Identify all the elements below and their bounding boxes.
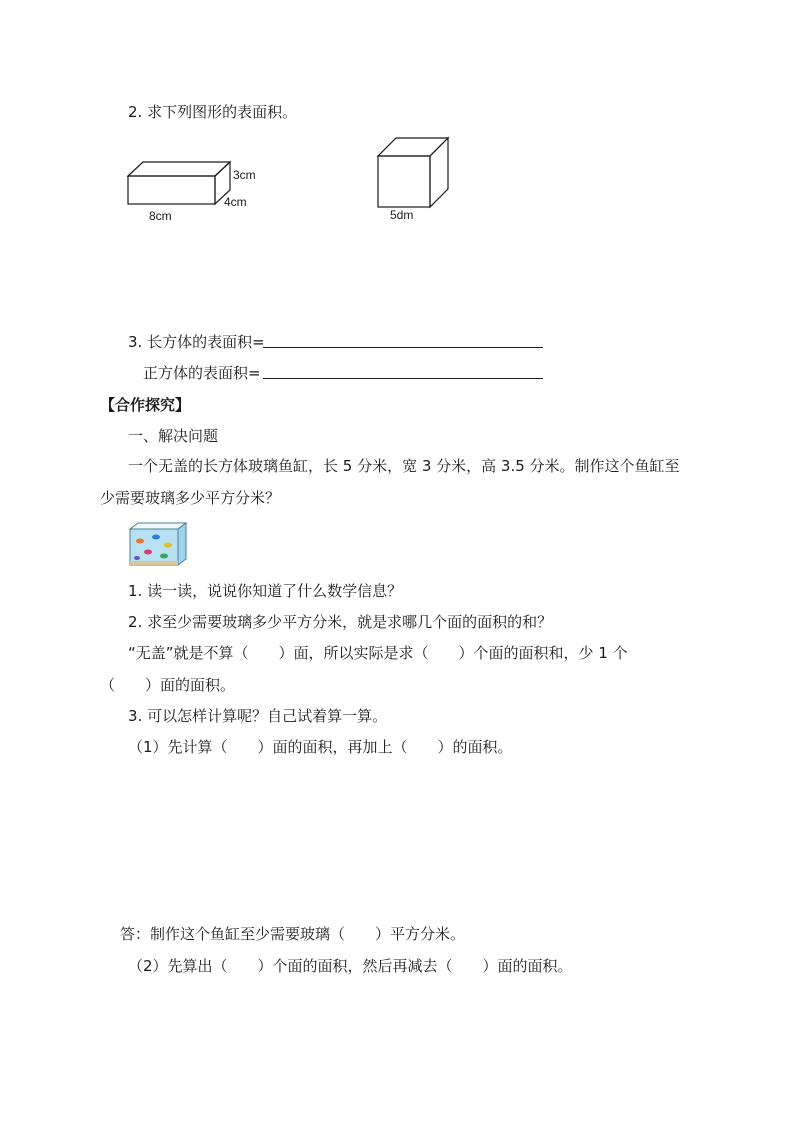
step-2: 2. 求至少需要玻璃多少平方分米，就是求哪几个面的面积的和？: [128, 613, 553, 631]
cuboid-length-label: 8cm: [149, 209, 172, 223]
cuboid-area-label: 3. 长方体的表面积=: [128, 333, 265, 351]
section-heading: 【合作探究】: [100, 396, 191, 414]
cuboid-figure: [126, 160, 236, 210]
cube-edge-label: 5dm: [390, 208, 414, 222]
step-2-fill-line1: “无盖”就是不算（ ）面，所以实际是求（ ）个面的面积和，少 1 个: [128, 644, 628, 662]
cuboid-width-label: 4cm: [224, 195, 247, 209]
step-1: 1. 读一读，说说你知道了什么数学信息？: [128, 582, 403, 600]
part1-heading: 一、解决问题: [128, 427, 219, 445]
cuboid-area-answer-line[interactable]: [263, 347, 543, 348]
step-3-method-1: （1）先计算（ ）面的面积，再加上（ ）的面积。: [128, 738, 513, 756]
problem-text-line2: 少需要玻璃多少平方分米？: [100, 489, 281, 507]
cuboid-height-label: 3cm: [233, 168, 256, 182]
cube-area-label: 正方体的表面积=: [143, 364, 261, 382]
cube-area-answer-line[interactable]: [263, 378, 543, 379]
fish-tank-illustration: [128, 521, 190, 567]
question-2-title: 2. 求下列图形的表面积。: [128, 103, 298, 121]
step-3: 3. 可以怎样计算呢？自己试着算一算。: [128, 707, 388, 725]
answer-line: 答：制作这个鱼缸至少需要玻璃（ ）平方分米。: [120, 925, 466, 943]
cube-figure: [376, 136, 456, 211]
step-3-method-2: （2）先算出（ ）个面的面积，然后再减去（ ）面的面积。: [128, 957, 573, 975]
problem-text-line1: 一个无盖的长方体玻璃鱼缸，长 5 分米，宽 3 分米，高 3.5 分米。制作这个鱼缸至: [128, 457, 680, 475]
step-2-fill-line2: （ ）面的面积。: [100, 676, 236, 694]
